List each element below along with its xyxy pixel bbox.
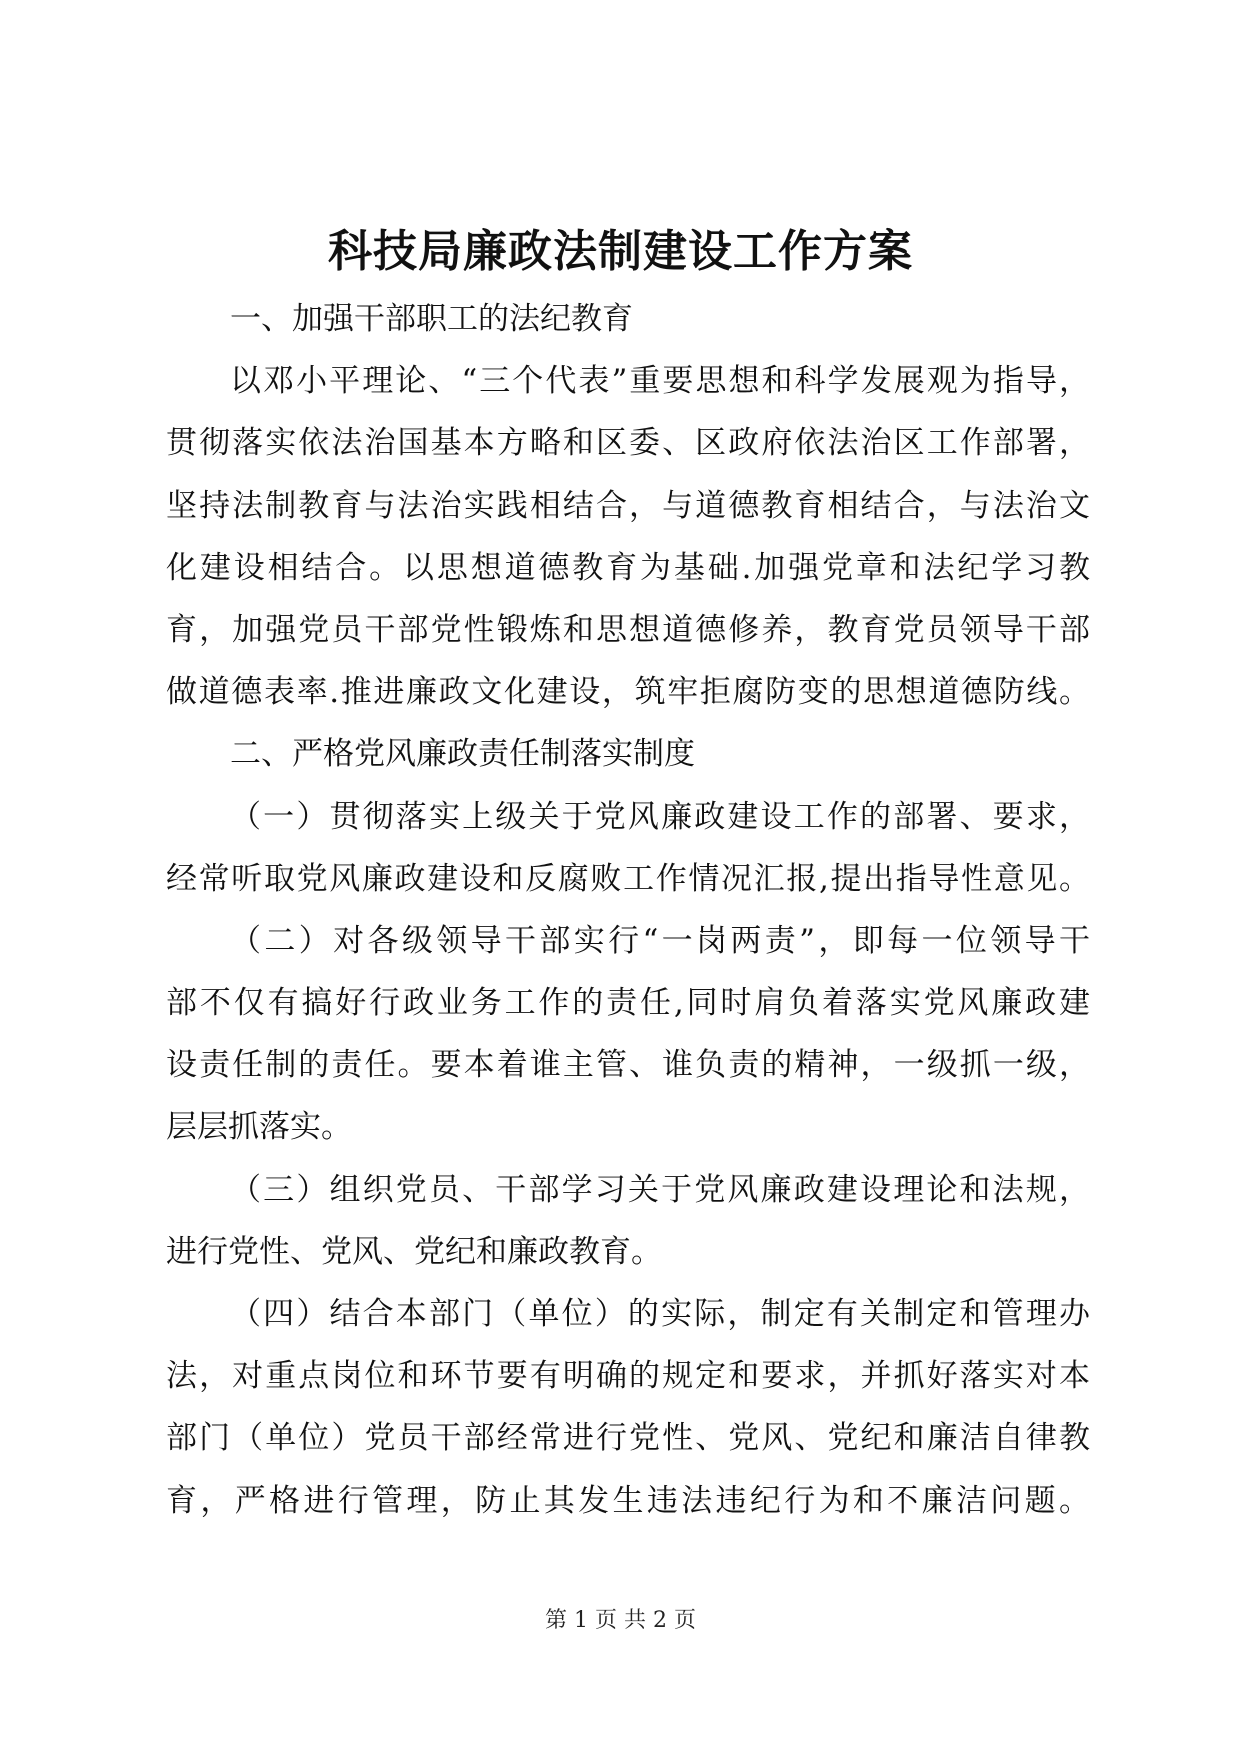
paragraph-line: 做道德表率.推进廉政文化建设，筑牢拒腐防变的思想道德防线。 — [166, 674, 1090, 711]
paragraph-line: 进行党性、党风、党纪和廉政教育。 — [166, 1233, 662, 1270]
paragraph-line: 层层抓落实。 — [166, 1109, 352, 1146]
paragraph-line: （一）贯彻落实上级关于党风廉政建设工作的部署、要求， — [230, 798, 1090, 835]
paragraph-line: （二）对各级领导干部实行“一岗两责”，即每一位领导干 — [230, 922, 1090, 959]
section-heading-2: 二、严格党风廉政责任制落实制度 — [230, 736, 695, 773]
document-title: 科技局廉政法制建设工作方案 — [328, 226, 913, 277]
paragraph-line: 化建设相结合。以思想道德教育为基础.加强党章和法纪学习教 — [166, 549, 1090, 586]
paragraph-line: 育，加强党员干部党性锻炼和思想道德修养，教育党员领导干部 — [166, 611, 1090, 648]
section-heading-1: 一、加强干部职工的法纪教育 — [230, 301, 633, 337]
paragraph-line: 贯彻落实依法治国基本方略和区委、区政府依法治区工作部署， — [166, 425, 1090, 462]
paragraph-line: 设责任制的责任。要本着谁主管、谁负责的精神，一级抓一级， — [166, 1047, 1090, 1084]
paragraph-line: 法，对重点岗位和环节要有明确的规定和要求，并抓好落实对本 — [166, 1358, 1090, 1395]
paragraph-line: 以邓小平理论、“三个代表”重要思想和科学发展观为指导， — [230, 363, 1090, 400]
paragraph-line: 部门（单位）党员干部经常进行党性、党风、党纪和廉洁自律教 — [166, 1420, 1090, 1457]
paragraph-line: （四）结合本部门（单位）的实际，制定有关制定和管理办 — [230, 1296, 1090, 1332]
paragraph-line: 育，严格进行管理，防止其发生违法违纪行为和不廉洁问题。 — [166, 1482, 1090, 1519]
paragraph-line: 坚持法制教育与法治实践相结合，与道德教育相结合，与法治文 — [166, 487, 1090, 524]
paragraph-line: （三）组织党员、干部学习关于党风廉政建设理论和法规， — [230, 1171, 1090, 1208]
paragraph-line: 经常听取党风廉政建设和反腐败工作情况汇报,提出指导性意见。 — [166, 860, 1090, 897]
page-footer: 第 1 页 共 2 页 — [545, 1608, 696, 1633]
paragraph-line: 部不仅有搞好行政业务工作的责任,同时肩负着落实党风廉政建 — [166, 985, 1090, 1022]
document-body — [166, 288, 1090, 1532]
